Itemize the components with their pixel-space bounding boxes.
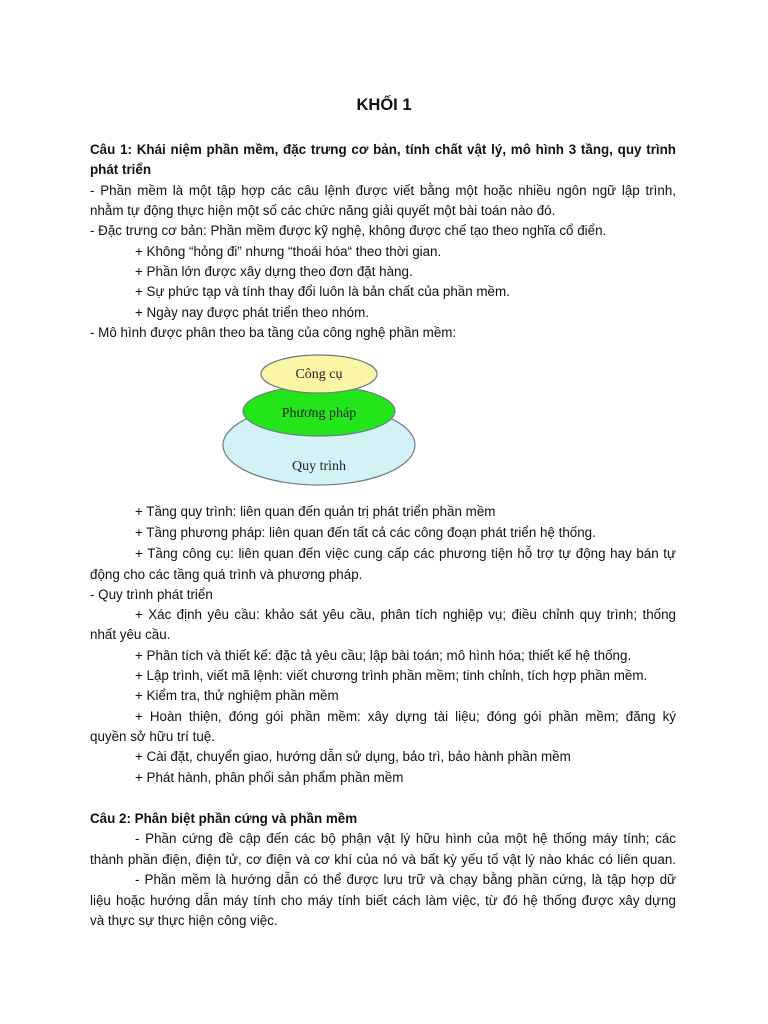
q1-process-item: + Lập trình, viết mã lệnh: viết chương trình phần mềm; tinh chỉnh, tích hợp phần mềm. (135, 668, 648, 683)
q1-process-item: + Kiểm tra, thử nghiệm phần mềm (135, 688, 339, 703)
q2-software-line-1: - Phần mềm là hướng dẫn có thể được lưu trữ và chạy bằng phần cứng, là tập hợp dữ (135, 872, 676, 887)
q1-process-item-cont: nhất yêu cầu. (90, 627, 171, 642)
q1-process-item-cont: quyền sở hữu trí tuệ. (90, 729, 215, 744)
q2-hardware-line-2: thành phần điện, điện tử, cơ điện và cơ khí của nó và bất kỳ yếu tố vật lý nào khác có liên quan. (90, 852, 676, 867)
q1-layer-item: + Tầng công cụ: liên quan đến việc cung cấp các phương tiện hỗ trợ tự động hay bán tự (135, 546, 676, 561)
q1-trait-item: + Phần lớn được xây dựng theo đơn đặt hàng. (135, 264, 413, 279)
page-title: KHỐI 1 (356, 96, 412, 114)
diagram-label-method: Phương pháp (281, 406, 357, 421)
q1-model-intro: - Mô hình được phân theo ba tầng của công nghệ phần mềm: (90, 325, 457, 340)
q2-hardware-line-1: - Phần cứng đề cập đến các bộ phận vật lý hữu hình của một hệ thống máy tính; các (135, 831, 676, 846)
q1-trait-item: + Không “hỏng đi” nhưng “thoái hóa“ theo thời gian. (135, 244, 442, 259)
diagram-label-process: Quy trình (291, 459, 347, 474)
q1-definition-line-2: nhằm tự động thực hiện một số các chức năng giải quyết một bài toán nào đó. (90, 203, 556, 218)
q1-process-item: + Hoàn thiện, đóng gói phần mềm: xây dựng tài liệu; đóng gói phần mềm; đăng ký (135, 709, 676, 724)
q1-layer-item: + Tầng phương pháp: liên quan đến tất cả các công đoạn phát triển hệ thống. (135, 525, 596, 540)
three-layer-model-diagram (220, 350, 420, 490)
q1-trait-item: + Ngày nay được phát triển theo nhóm. (135, 305, 369, 320)
q1-layer-item: + Tầng quy trình: liên quan đến quản trị phát triển phần mềm (135, 504, 496, 519)
q1-trait-item: + Sự phức tạp và tính thay đổi luôn là bản chất của phần mềm. (135, 284, 510, 299)
q1-process-item: + Phân tích và thiết kế: đặc tả yêu cầu; lập bài toán; mô hình hóa; thiết kế hệ thống. (135, 648, 632, 663)
q1-layer-item-cont: động cho các tầng quá trình và phương pháp. (90, 567, 363, 582)
q1-heading-line-2: phát triển (90, 162, 152, 177)
q1-process-item: + Cài đặt, chuyển giao, hướng dẫn sử dụng, bảo trì, bảo hành phần mềm (135, 749, 571, 764)
q2-software-line-3: và thực sự thực hiện công việc. (90, 913, 278, 928)
q1-heading-line-1: Câu 1: Khái niệm phần mềm, đặc trưng cơ bản, tính chất vật lý, mô hình 3 tầng, quy trình (90, 142, 676, 157)
q1-process-item: + Xác định yêu cầu: khảo sát yêu cầu, phân tích nghiệp vụ; điều chỉnh quy trình; thống (135, 607, 676, 622)
q1-definition-line-1: - Phần mềm là một tập hợp các câu lệnh được viết bằng một hoặc nhiều ngôn ngữ lập trình, (90, 183, 676, 198)
q1-traits-intro: - Đặc trưng cơ bản: Phần mềm được kỹ nghệ, không được chế tạo theo nghĩa cổ điển. (90, 223, 607, 238)
diagram-label-tool: Công cụ (295, 367, 343, 382)
q1-process-intro: - Quy trình phát triển (90, 587, 213, 602)
q1-process-item: + Phát hành, phân phối sản phẩm phần mềm (135, 770, 404, 785)
q2-heading: Câu 2: Phân biệt phần cứng và phần mềm (90, 811, 358, 826)
q2-software-line-2: liệu hoặc hướng dẫn máy tính cho máy tính biết cách làm việc, từ đó hệ thống được xây dựng (90, 893, 676, 908)
